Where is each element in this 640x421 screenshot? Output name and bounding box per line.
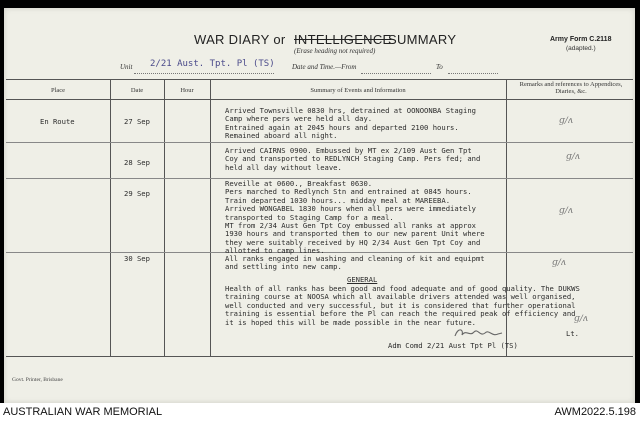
table-bottom-rule <box>6 356 633 357</box>
general-heading: GENERAL <box>347 275 378 284</box>
summary-line: Entrained again at 2045 hours and departed 2100 hours. <box>225 122 459 132</box>
footer-institution: AUSTRALIAN WAR MEMORIAL <box>3 406 163 418</box>
entry-date: 30 Sep <box>124 254 150 263</box>
summary-line: they were suitably received by HQ 2/34 Aust Gen Tpt Coy and <box>225 237 481 247</box>
col-header-summary: Summary of Events and Information <box>310 87 406 94</box>
army-form-ref: Army Form C.2118 <box>550 36 612 43</box>
title-war-diary: WAR DIARY or <box>194 32 286 47</box>
summary-line: Arrived Townsville 0830 hrs, detrained at OONOONBA Staging <box>225 106 476 115</box>
entry-summary <box>225 255 485 272</box>
summary-line: Reveille at 0600., Breakfast 0630. <box>225 179 373 188</box>
table-top-rule <box>6 79 633 80</box>
summary-line: MT from 2/34 Aust Gen Tpt Coy embussed all ranks at approx <box>225 221 476 231</box>
initials-signature: ɡ∕ʌ <box>559 206 573 216</box>
entry-place: En Route <box>40 117 75 126</box>
col-header-date: Date <box>130 87 144 94</box>
col-divider-hour <box>210 79 211 356</box>
summary-line: Train departed 1030 hours... midday meal at MAREEBA. <box>225 195 451 205</box>
summary-line: All ranks engaged in washing and cleaning of kit and equipmt <box>225 254 485 263</box>
army-form-note: (adapted.) <box>566 45 596 52</box>
summary-line: Health of all ranks has been good and food adequate and of good quality. The DUKWS <box>225 284 580 293</box>
col-header-hour: Hour <box>180 87 194 94</box>
unit-dotted-line <box>134 73 274 74</box>
initials-signature: ɡ∕ʌ <box>552 258 566 268</box>
diary-sheet <box>4 8 635 403</box>
general-summary <box>225 285 580 327</box>
initials-signature: ɡ∕ʌ <box>574 314 588 324</box>
summary-line: training is essential before the Pl can reach the required peak of efficiency and <box>225 309 576 319</box>
summary-line: held all day without leave. <box>225 162 342 172</box>
entry-summary <box>225 180 485 256</box>
summary-line: Remained aboard all night. <box>225 131 338 141</box>
unit-value: 2/21 Aust. Tpt. Pl (TS) <box>150 59 275 69</box>
summary-line: 1930 hours and transported them to our new parent Unit where <box>225 229 485 239</box>
summary-line: well conducted and very successful, but it is considered that further operational <box>225 300 576 310</box>
initials-signature: ɡ∕ʌ <box>559 116 573 126</box>
summary-line: training course at NOOSA which all available drivers attended was well organised, <box>225 292 576 302</box>
summary-line: transported to Staging Camp for a meal. <box>225 212 394 222</box>
summary-line: Coy and transported to REDLYNCH Staging Camp. Pers fed; and <box>225 154 481 164</box>
entry-summary <box>225 107 476 141</box>
title-struck-word: INTELLIGENCE <box>294 32 392 47</box>
col-divider-date <box>164 79 165 356</box>
initials-signature: ɡ∕ʌ <box>566 152 580 162</box>
title-summary: SUMMARY <box>388 32 457 47</box>
col-header-place: Place <box>50 87 66 94</box>
to-label: To <box>436 63 443 71</box>
row-rule-1 <box>6 142 633 143</box>
handwritten-signature <box>452 325 504 341</box>
summary-line: Pers marched to Redlynch Stn and entrained at 0845 hours. <box>225 187 472 197</box>
from-dotted-line <box>361 73 431 74</box>
col-header-remarks: Remarks and references to Appendices, Diaries, &c. <box>519 81 623 95</box>
entry-date: 27 Sep <box>124 117 150 126</box>
entry-summary <box>225 147 480 172</box>
signature-rank: Lt. <box>566 329 579 338</box>
unit-label: Unit <box>120 63 133 71</box>
summary-line: Camp where pers were held all day. <box>225 114 373 124</box>
col-divider-place <box>110 79 111 356</box>
date-time-label: Date and Time.—From <box>292 63 357 71</box>
to-dotted-line <box>448 73 498 74</box>
entry-date: 28 Sep <box>124 158 150 167</box>
footer-bar <box>0 403 640 421</box>
summary-line: it is hoped this will be made possible in the near future. <box>225 317 476 327</box>
summary-line: Arrived WONGABEL 1830 hours when all pers were immediately <box>225 204 476 214</box>
summary-line: allotted to camp lines. <box>225 246 325 256</box>
subtitle-note: (Erase heading not required) <box>294 47 376 55</box>
header-bottom-rule <box>6 99 633 100</box>
footer-accession: AWM2022.5.198 <box>554 406 636 418</box>
summary-line: Arrived CAIRNS 0900. Embussed by MT ex 2/109 Aust Gen Tpt <box>225 146 472 155</box>
signature-block: Adm Comd 2/21 Aust Tpt Pl (TS) <box>388 341 518 350</box>
summary-line: and settling into new camp. <box>225 262 342 272</box>
printer-imprint: Govt. Printer, Brisbane <box>12 377 63 383</box>
entry-date: 29 Sep <box>124 189 150 198</box>
